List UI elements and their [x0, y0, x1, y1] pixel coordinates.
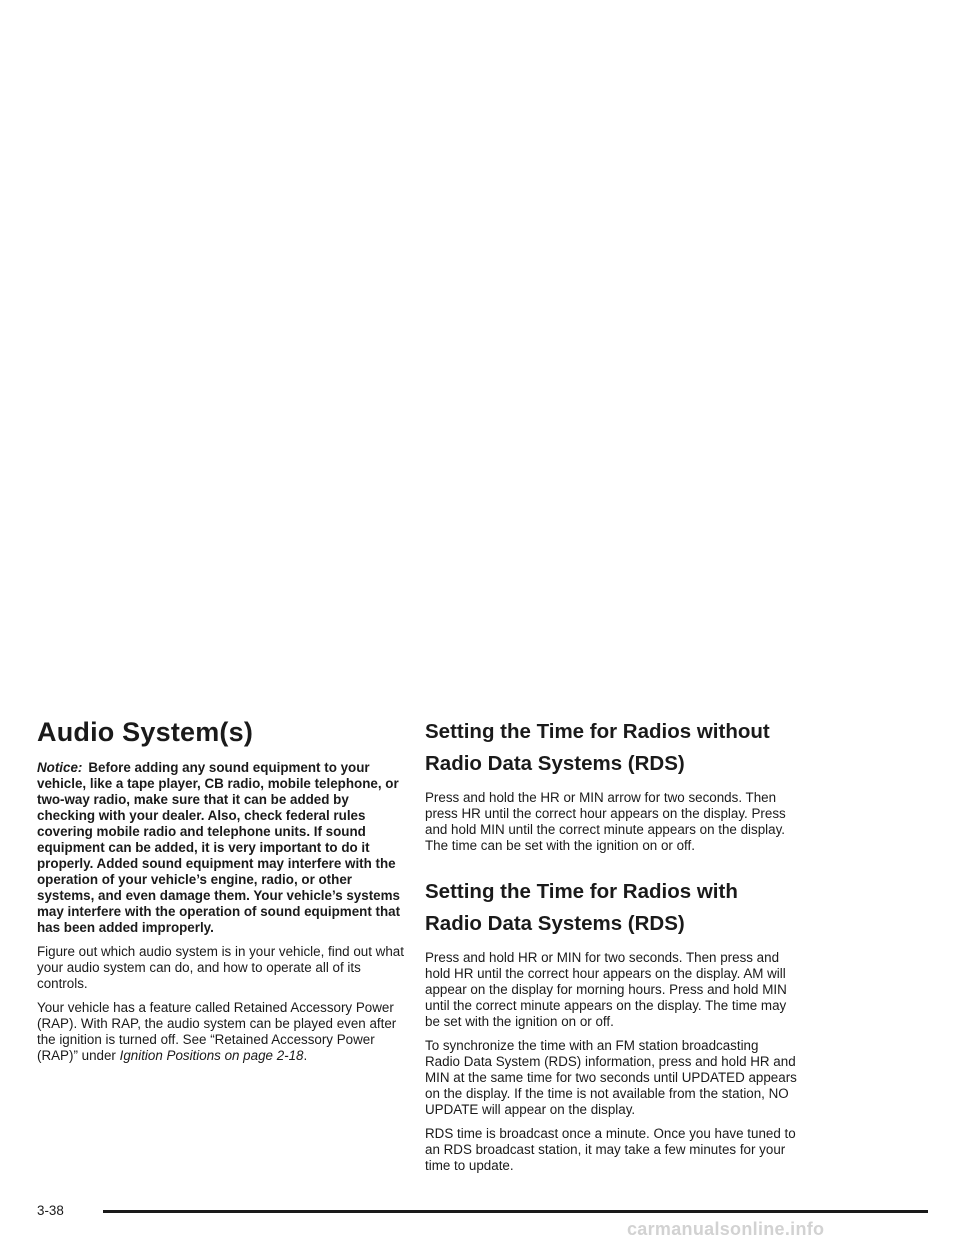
audio-systems-heading: Audio System(s) [37, 717, 254, 747]
watermark: carmanualsonline.info [627, 1219, 825, 1239]
audio-intro-paragraph: Figure out which audio system is in your vehicle, find out what your audio system can do, and how to operate all of its controls. [37, 944, 404, 991]
notice-text: Before adding any sound equipment to your vehicle, like a tape player, CB radio, mobile telephone, or two-way radio, make sure that it can be added by checking with your dealer. Also, check federal rules covering mobile radio and telephone units. If sound equipment can be added, it is very important to do it properly. Added sound equipment may interfere with the operation of your vehicle’s engine, radio, or other systems, and even damage them. Your vehicle’s systems may interfere with the operation of sound equipment that has been added improperly. [37, 760, 401, 935]
time-without-rds-paragraph: Press and hold the HR or MIN arrow for two seconds. Then press HR until the correct hour appears on the display. Press and hold MIN until the correct minute appears on the display. The time can be set with the ignition on or off. [425, 790, 786, 853]
footer-rule [103, 1210, 928, 1213]
notice-paragraph [37, 760, 407, 936]
time-with-rds-paragraph-1: Press and hold HR or MIN for two seconds. Then press and hold HR until the correct hour appears on the display. AM will appear on the display for morning hours. Press and hold MIN until the correct minute appears on the display. The time may be set with the ignition on or off. [425, 950, 787, 1029]
notice-label: Notice: [37, 760, 83, 775]
page-number: 3-38 [37, 1203, 64, 1218]
time-without-rds-heading: Setting the Time for Radios without Radio Data Systems (RDS) [425, 720, 770, 775]
time-with-rds-paragraph-2: To synchronize the time with an FM station broadcasting Radio Data System (RDS) information, press and hold HR and MIN at the same time for two seconds until UPDATED appears on the display. If the time is not available from the station, NO UPDATE will appear on the display. [425, 1038, 797, 1117]
rap-text-end: . [303, 1048, 308, 1063]
rap-paragraph [37, 1000, 407, 1064]
left-column [37, 716, 407, 1072]
time-with-rds-heading: Setting the Time for Radios with Radio Data Systems (RDS) [425, 880, 738, 935]
ignition-positions-reference[interactable]: Ignition Positions on page 2-18 [119, 1048, 304, 1063]
right-column [425, 716, 797, 1182]
rap-text: Your vehicle has a feature called Retained Accessory Power (RAP). With RAP, the audio system can be played even after the ignition is turned off. See “Retained Accessory Power (RAP)” under [37, 1000, 397, 1063]
time-with-rds-paragraph-3: RDS time is broadcast once a minute. Once you have tuned to an RDS broadcast station, it may take a few minutes for your time to update. [425, 1126, 796, 1173]
